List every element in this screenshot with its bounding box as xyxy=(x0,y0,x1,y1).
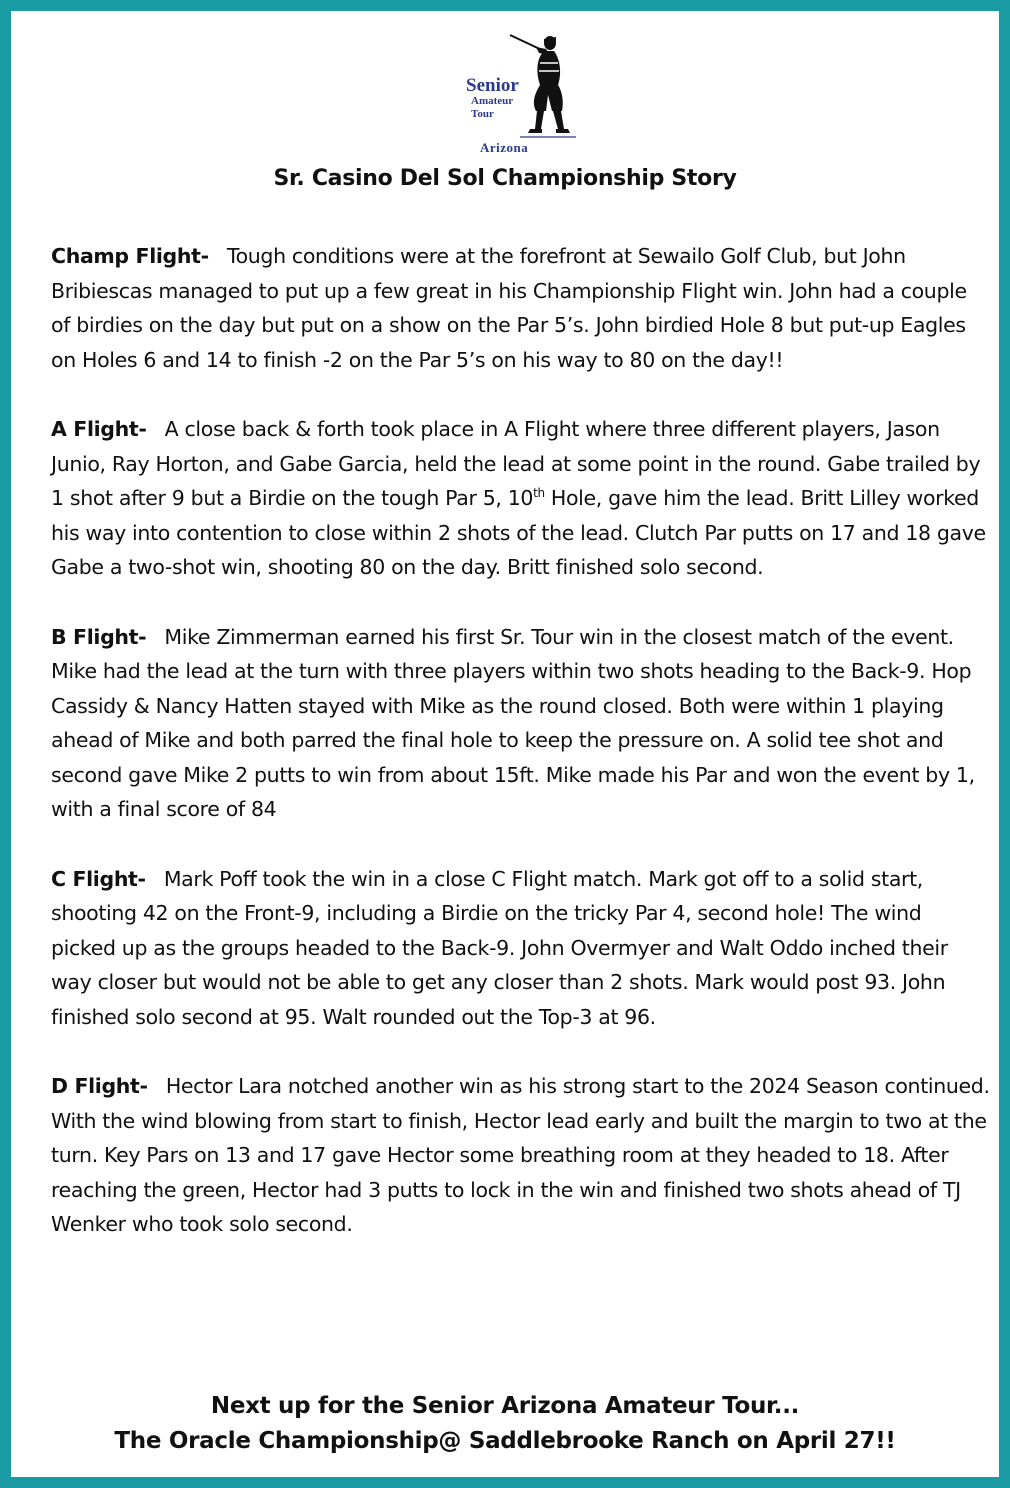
a-flight-body-continued: Hole, gave him the lead. Britt Lilley worked his way into contention to close within 2 shots of the lead. Clutch Par putts on 17 and 18 gave Gabe a two-shot win, shooting 80 on the day. Britt finished solo second. xyxy=(51,486,986,579)
d-flight-paragraph xyxy=(51,1069,991,1242)
b-flight-heading: B Flight- xyxy=(51,624,147,649)
logo-amateur-text: Amateur xyxy=(471,95,514,107)
a-flight-ordinal-suffix: th xyxy=(533,486,545,501)
champ-flight-paragraph xyxy=(51,239,991,377)
story-content xyxy=(51,239,991,1277)
d-flight-body: Hector Lara notched another win as his strong start to the 2024 Season continued. With the wind blowing from start to finish, Hector lead early and built the margin to two at the turn. Key Pars on 13 and 17 gave Hector some breathing room at they headed to 18. After reaching the green, Hector had 3 putts to lock in the win and finished two shots ahead of TJ Wenker who took solo second. xyxy=(51,1074,990,1236)
logo-senior-text: Senior xyxy=(466,75,519,96)
b-flight-body: Mike Zimmerman earned his first Sr. Tour win in the closest match of the event. Mike had the lead at the turn with three players within two shots heading to the Back-9. Hop Cassidy & Nancy Hatten stayed with Mike as the round closed. Both were within 1 playing ahead of Mike and both parred the final hole to keep the pressure on. A solid tee shot and second gave Mike 2 putts to win from about 15ft. Mike made his Par and won the event by 1, with a final score of 84 xyxy=(51,624,975,821)
logo-tour-text: Tour xyxy=(471,108,494,120)
next-event-footer xyxy=(11,1389,999,1459)
page-title: Sr. Casino Del Sol Championship Story xyxy=(273,166,737,191)
logo-arizona-text: Arizona xyxy=(480,140,529,155)
footer-line-2: The Oracle Championship@ Saddlebrooke Ranch on April 27!! xyxy=(114,1428,896,1454)
a-flight-body: A close back & forth took place in A Flight where three different players, Jason Junio, Ray Horton, and Gabe Garcia, held the lead at some point in the round. Gabe trailed by 1 shot after 9 but a Birdie on the tough Par 5, 10 xyxy=(51,417,981,510)
footer-line-1: Next up for the Senior Arizona Amateur Tour... xyxy=(210,1393,800,1419)
tour-logo xyxy=(451,29,581,159)
champ-flight-heading: Champ Flight- xyxy=(51,244,209,268)
c-flight-heading: C Flight- xyxy=(51,866,146,891)
champ-flight-body: Tough conditions were at the forefront at Sewailo Golf Club, but John Bribiescas managed to put up a few great in his Championship Flight win. John had a couple of birdies on the day but put on a show on the Par 5’s. John birdied Hole 8 but put-up Eagles on Holes 6 and 14 to finish -2 on the Par 5’s on his way to 80 on the day!! xyxy=(51,244,967,372)
a-flight-paragraph xyxy=(51,412,991,585)
c-flight-paragraph xyxy=(51,862,991,1035)
d-flight-heading: D Flight- xyxy=(51,1074,148,1098)
c-flight-body: Mark Poff took the win in a close C Flight match. Mark got off to a solid start, shooting 42 on the Front-9, including a Birdie on the tricky Par 4, second hole! The wind picked up as the groups headed to the Back-9. John Overmyer and Walt Oddo inched their way closer but would not be able to get any closer than 2 shots. Mark would post 93. John finished solo second at 95. Walt rounded out the Top-3 at 96. xyxy=(51,866,948,1029)
b-flight-paragraph xyxy=(51,620,991,827)
a-flight-heading: A Flight- xyxy=(51,417,147,441)
